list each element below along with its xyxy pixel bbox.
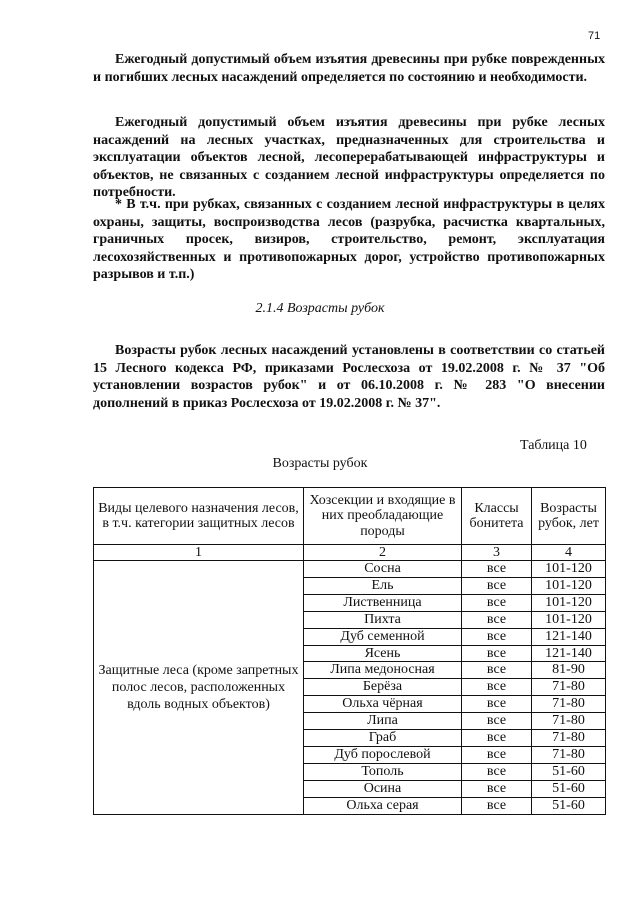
age-cell: 81-90 xyxy=(532,662,606,679)
age-cell: 101-120 xyxy=(532,577,606,594)
species-cell: Ель xyxy=(304,577,462,594)
class-cell: все xyxy=(462,730,532,747)
table-label: Таблица 10 xyxy=(520,438,587,453)
age-cell: 101-120 xyxy=(532,561,606,578)
species-cell: Сосна xyxy=(304,561,462,578)
table-title: Возрасты рубок xyxy=(272,456,368,471)
header-site-class: Классы бонитета xyxy=(462,488,532,545)
paragraph-text: Ежегодный допустимый объем изъятия древесины при рубке лесных насаждений на лесных участках, предназначенных для строительства и эксплуатации объектов лесной, лесоперерабатывающей инфраструктуры и объектов, не связанных с созданием лесной инфраструктуры определяется по потребности. xyxy=(93,115,605,201)
class-cell: все xyxy=(462,746,532,763)
class-cell: все xyxy=(462,662,532,679)
class-cell: все xyxy=(462,594,532,611)
age-cell: 51-60 xyxy=(532,780,606,797)
header-cutting-age: Возрасты рубок, лет xyxy=(532,488,606,545)
species-cell: Ольха чёрная xyxy=(304,696,462,713)
paragraph-infrastructure xyxy=(93,114,605,202)
class-cell: все xyxy=(462,797,532,814)
class-cell: все xyxy=(462,763,532,780)
page-number: 71 xyxy=(588,30,601,42)
class-cell: все xyxy=(462,628,532,645)
paragraph-text: Ежегодный допустимый объем изъятия древесины при рубке поврежденных и погибших лесных насаждений определяется по состоянию и необходимости. xyxy=(93,52,605,85)
species-cell: Ольха серая xyxy=(304,797,462,814)
column-number: 2 xyxy=(304,545,462,561)
column-number: 3 xyxy=(462,545,532,561)
species-cell: Липа xyxy=(304,713,462,730)
forest-category-cell: Защитные леса (кроме запретных полос лесов, расположенных вдоль водных объектов) xyxy=(94,561,304,815)
paragraph-text: * В т.ч. при рубках, связанных с созданием лесной инфраструктуры в целях охраны, защиты, воспроизводства лесов (разрубка, расчистка квартальных, граничных просек, визиров, строительство, ремонт, эксплуатация лесохозяйственных и противопожарных дорог, устройство противопожарных разрывов и т.п.) xyxy=(93,197,605,283)
age-cell: 51-60 xyxy=(532,763,606,780)
species-cell: Липа медоносная xyxy=(304,662,462,679)
age-cell: 101-120 xyxy=(532,611,606,628)
column-number: 4 xyxy=(532,545,606,561)
class-cell: все xyxy=(462,713,532,730)
paragraph-damaged-forest xyxy=(93,51,605,86)
species-cell: Дуб порослевой xyxy=(304,746,462,763)
age-cell: 71-80 xyxy=(532,746,606,763)
class-cell: все xyxy=(462,561,532,578)
header-forest-type: Виды целевого назначения лесов, в т.ч. категории защитных лесов xyxy=(94,488,304,545)
species-cell: Ясень xyxy=(304,645,462,662)
column-number: 1 xyxy=(94,545,304,561)
age-cell: 121-140 xyxy=(532,645,606,662)
species-cell: Граб xyxy=(304,730,462,747)
paragraph-ages-basis xyxy=(93,342,605,412)
age-cell: 71-80 xyxy=(532,730,606,747)
class-cell: все xyxy=(462,645,532,662)
class-cell: все xyxy=(462,780,532,797)
species-cell: Лиственница xyxy=(304,594,462,611)
paragraph-text: Возрасты рубок лесных насаждений установлены в соответствии со статьей 15 Лесного кодекса РФ, приказами Рослесхоза от 19.02.2008 г. № 37 "Об установлении возрастов рубок" и от 06.10.2008 г. № 283 "О внесении дополнений в приказ Рослесхоза от 19.02.2008 г. № 37". xyxy=(93,343,605,411)
class-cell: все xyxy=(462,696,532,713)
age-cell: 71-80 xyxy=(532,713,606,730)
species-cell: Осина xyxy=(304,780,462,797)
species-cell: Дуб семенной xyxy=(304,628,462,645)
age-cell: 121-140 xyxy=(532,628,606,645)
species-cell: Тополь xyxy=(304,763,462,780)
table-row xyxy=(94,561,606,578)
class-cell: все xyxy=(462,679,532,696)
header-species: Хозсекции и входящие в них преобладающие породы xyxy=(304,488,462,545)
section-title: 2.1.4 Возрасты рубок xyxy=(255,301,385,316)
age-cell: 71-80 xyxy=(532,696,606,713)
species-cell: Пихта xyxy=(304,611,462,628)
species-cell: Берёза xyxy=(304,679,462,696)
class-cell: все xyxy=(462,577,532,594)
age-cell: 71-80 xyxy=(532,679,606,696)
paragraph-footnote xyxy=(93,196,605,284)
age-cell: 101-120 xyxy=(532,594,606,611)
class-cell: все xyxy=(462,611,532,628)
cutting-ages-table xyxy=(93,487,606,815)
table-header-row xyxy=(94,488,606,545)
column-number-row xyxy=(94,545,606,561)
age-cell: 51-60 xyxy=(532,797,606,814)
